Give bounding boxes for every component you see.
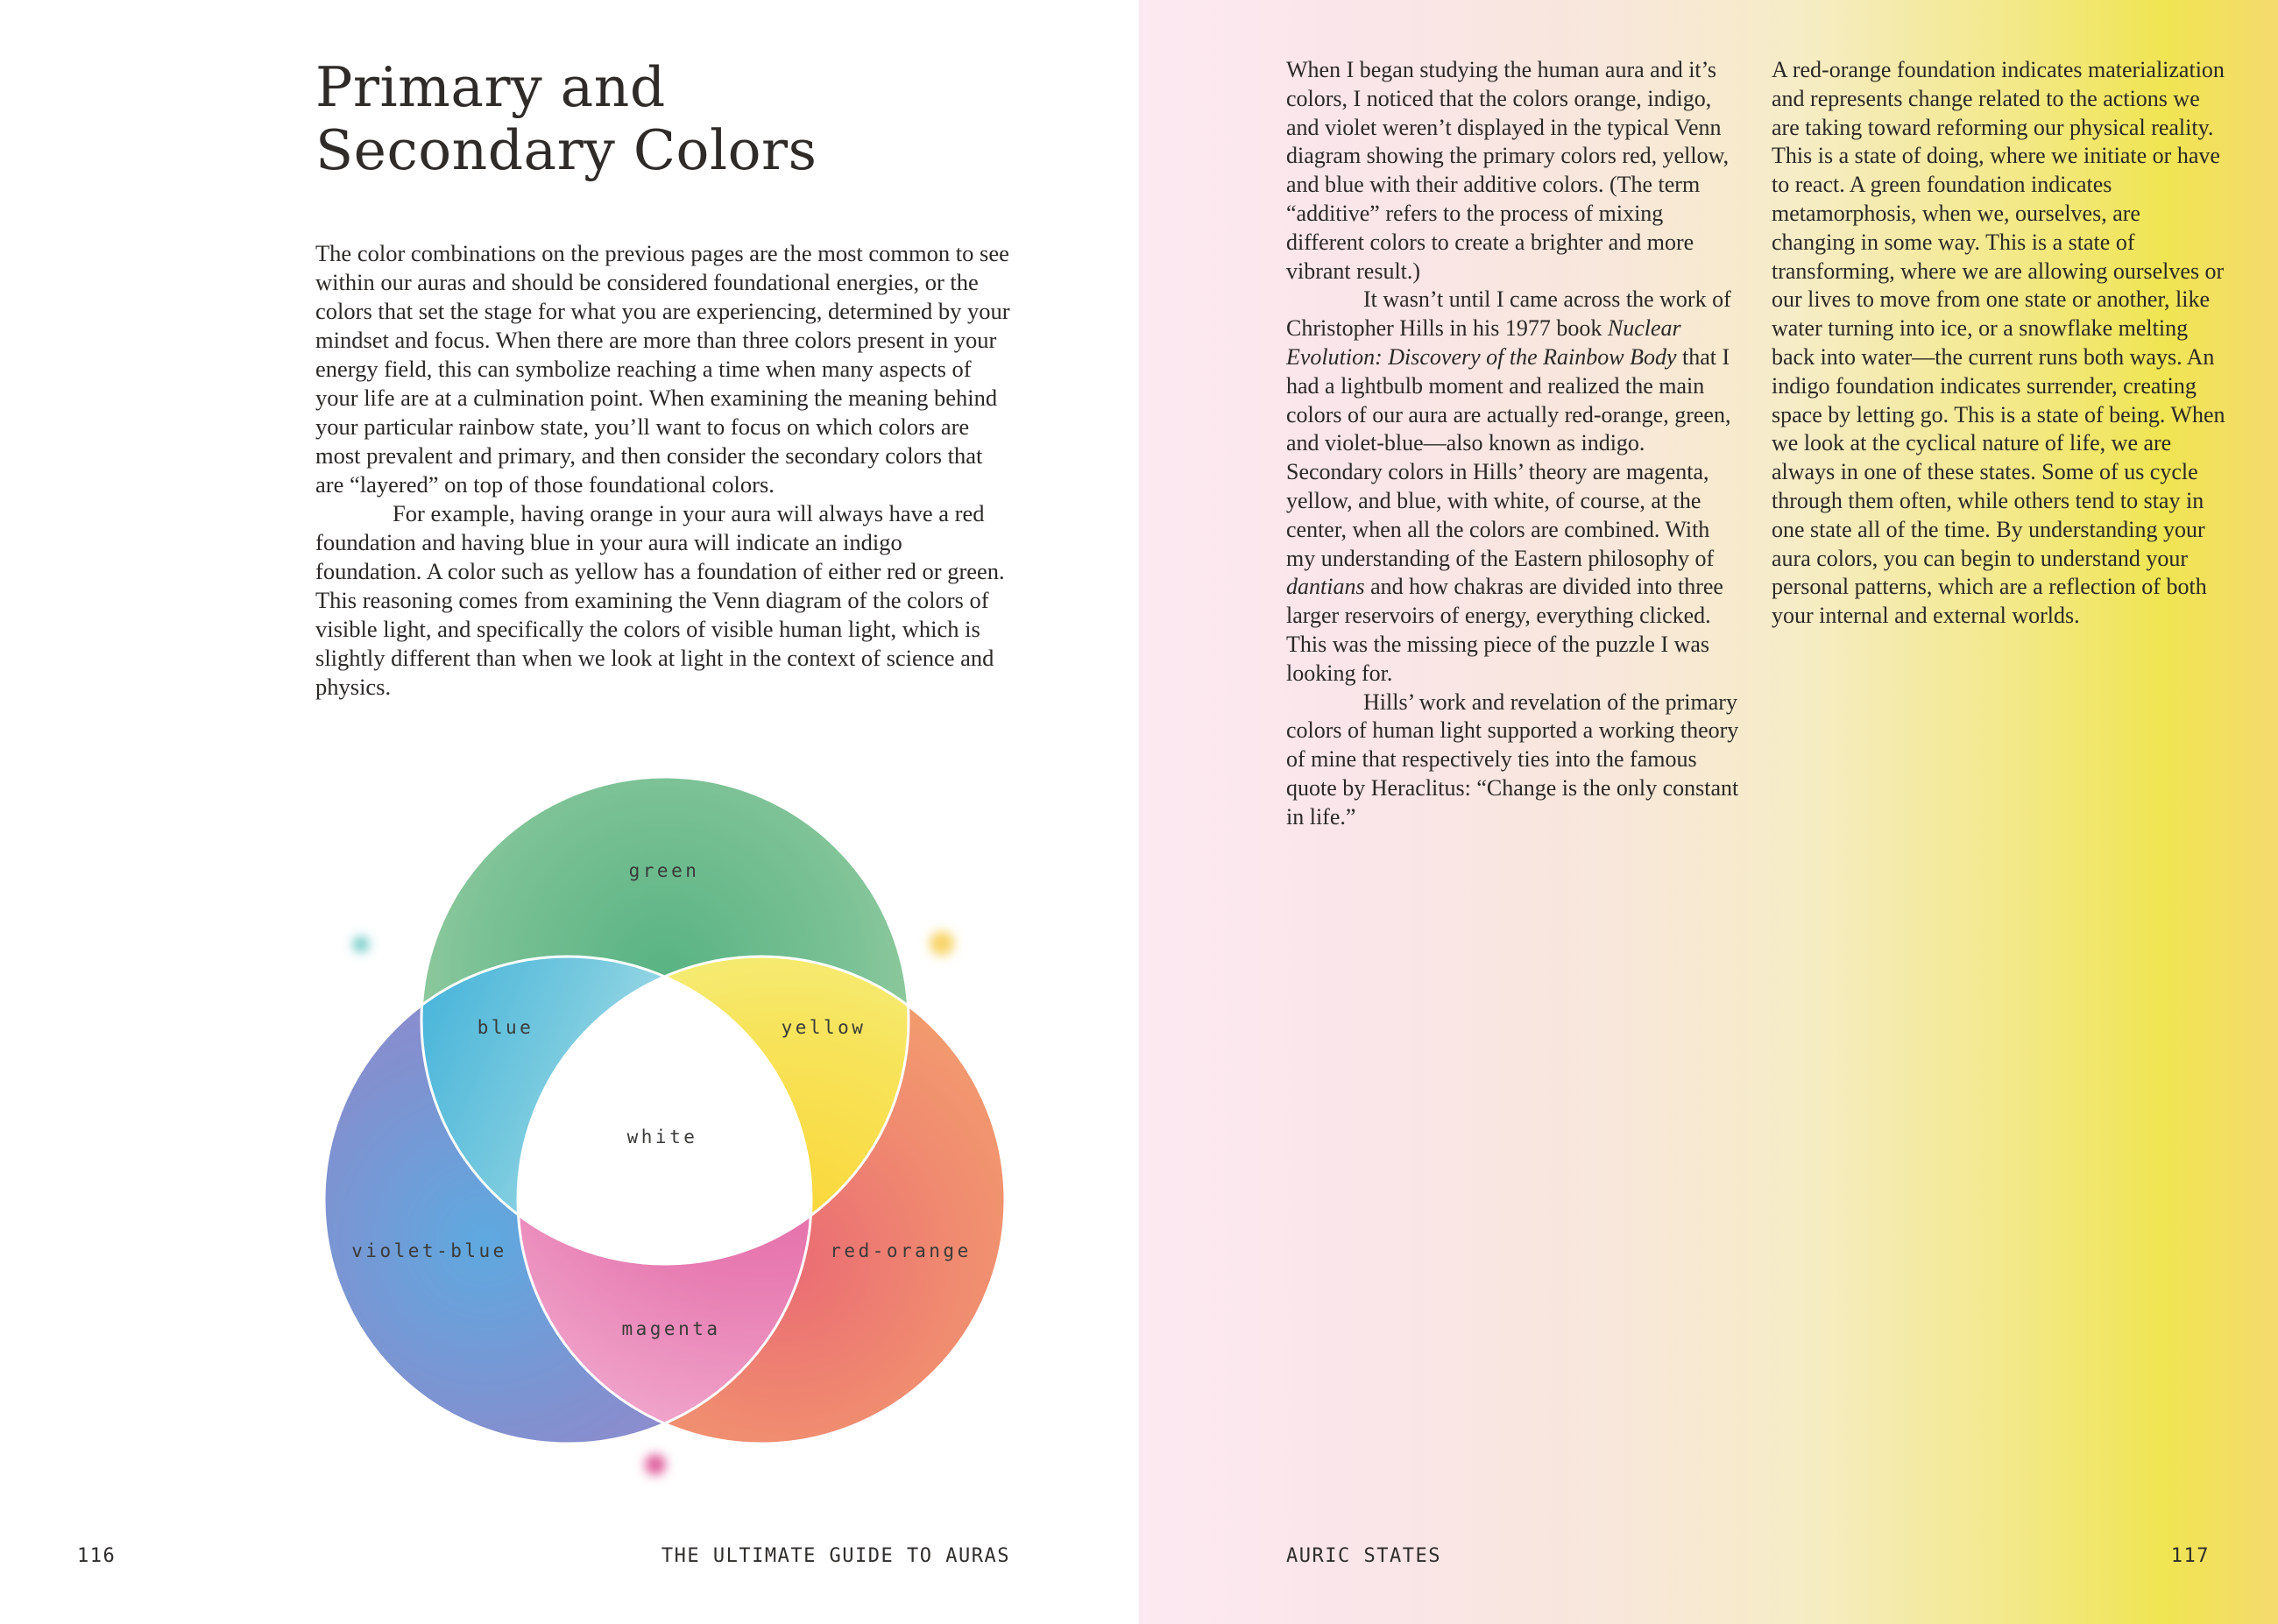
page-title-line1: Primary and bbox=[315, 55, 666, 119]
page-title-line2: Secondary Colors bbox=[315, 118, 817, 182]
page-number-right: 117 bbox=[2170, 1545, 2210, 1567]
page-title bbox=[315, 56, 817, 182]
venn-diagram bbox=[315, 771, 1034, 1489]
paragraph: When I began studying the human aura and it’s colors, I noticed that the colors orange, indigo, and violet weren’t displayed in the typical Venn diagram showing the primary colors red, yellow, and blue with their additive colors. (The term “additive” refers to the process of mixing different colors to create a brighter and more vibrant result.) bbox=[1286, 57, 1730, 284]
right-column-2 bbox=[1772, 56, 2229, 631]
venn-label-white: white bbox=[626, 1126, 698, 1147]
paragraph: The color combinations on the previous pages are the most common to see within our auras and should be considered foundational energies, or the colors that set the stage for what you are experiencing, determined by your mindset and focus. When there are more than three colors present in your energy field, this can symbolize reaching a time when many aspects of your life are at a culmination point. When examining the meaning behind your particular rainbow state, you’ll want to focus on which colors are most prevalent and primary, and then consider the secondary colors that are “layered” on top of those foundational colors. bbox=[315, 240, 1010, 498]
paragraph: Hills’ work and revelation of the primary colors of human light supported a working theory of mine that respectively ties into the famous quote by Heraclitus: “Change is the only constant in life.” bbox=[1286, 688, 1739, 830]
page-number-left: 116 bbox=[77, 1545, 117, 1567]
venn-label-magenta: magenta bbox=[621, 1318, 721, 1339]
intro-text bbox=[315, 239, 1012, 702]
venn-label-green: green bbox=[628, 860, 700, 881]
venn-label-yellow: yellow bbox=[781, 1017, 867, 1038]
paragraph: For example, having orange in your aura will always have a red foundation and having blue in your aura will indicate an indigo foundation. A color such as yellow has a foundation of either red or green. This reasoning comes from examining the Venn diagram of the colors of visible light, and specifically the colors of visible human light, which is slightly different than when we look at light in the context of science and physics. bbox=[315, 500, 1005, 700]
venn-label-violet-blue: violet-blue bbox=[351, 1240, 507, 1261]
decorative-dot-yellow bbox=[930, 931, 954, 956]
paragraph: A red-orange foundation indicates materialization and represents change related to the actions we are taking toward reforming our physical reality. This is a state of doing, where we initiate or have to react. A green foundation indicates metamorphosis, when we, ourselves, are changing in some way. This is a state of transforming, where we are allowing ourselves or our lives to move from one state or another, like water turning into ice, or a snowflake melting back into water—the current runs both ways. An indigo foundation indicates surrender, creating space by letting go. This is a state of being. When we look at the cyclical nature of life, we are always in one of these states. Some of us cycle through them often, while others tend to stay in one state all of the time. By understanding your aura colors, you can begin to understand your personal patterns, which are a reflection of both your internal and external worlds. bbox=[1772, 57, 2225, 629]
running-title-chapter: AURIC STATES bbox=[1286, 1545, 1441, 1567]
decorative-dot-pink bbox=[645, 1454, 666, 1475]
decorative-dot-teal bbox=[353, 936, 369, 952]
running-title-book: THE ULTIMATE GUIDE TO AURAS bbox=[661, 1545, 1010, 1567]
right-page bbox=[1139, 0, 2278, 1624]
venn-label-blue: blue bbox=[477, 1017, 534, 1038]
right-column-1 bbox=[1286, 56, 1744, 832]
venn-label-red-orange: red-orange bbox=[830, 1240, 972, 1261]
paragraph: It wasn’t until I came across the work of Christopher Hills in his 1977 book Nuclear Evolution: Discovery of the Rainbow Body that I had a lightbulb moment and realized the main colors of our aura are actually red-orange, green, and violet-blue—also known as indigo. Secondary colors in Hills’ theory are magenta, yellow, and blue, with white, of course, at the center, when all the colors are combined. With my understanding of the Eastern philosophy of dantians and how chakras are divided into three larger reservoirs of energy, everything clicked. This was the missing piece of the puzzle I was looking for. bbox=[1286, 286, 1731, 686]
